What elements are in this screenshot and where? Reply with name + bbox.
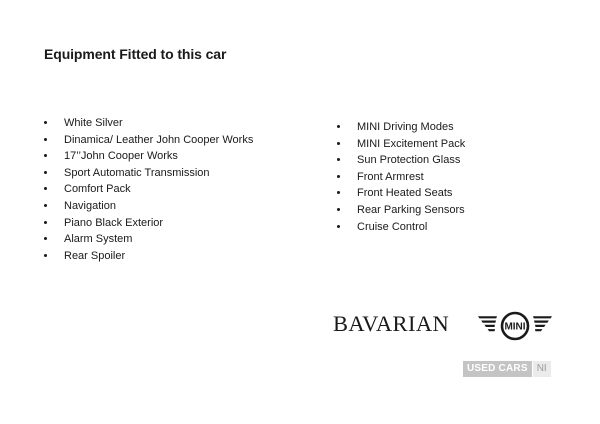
list-item-label: Sun Protection Glass xyxy=(357,154,461,167)
list-item xyxy=(44,133,253,150)
bullet-icon xyxy=(44,204,47,207)
list-item-label: Alarm System xyxy=(64,233,133,246)
list-item xyxy=(337,153,465,170)
bullet-icon xyxy=(337,158,340,161)
dealer-name: BAVARIAN xyxy=(333,311,450,336)
list-item xyxy=(44,116,253,133)
list-item-label: Comfort Pack xyxy=(64,183,131,196)
bullet-icon xyxy=(44,254,47,257)
used-cars-badge xyxy=(463,361,551,377)
list-item-label: Front Heated Seats xyxy=(357,187,453,200)
badge-region: NI xyxy=(533,361,551,377)
list-item-label: Rear Spoiler xyxy=(64,249,126,262)
bullet-icon xyxy=(44,221,47,224)
list-item xyxy=(44,182,253,199)
bullet-icon xyxy=(44,154,47,157)
list-item xyxy=(44,249,253,266)
list-item-label: Dinamica/ Leather John Cooper Works xyxy=(64,133,254,146)
list-item-label: Cruise Control xyxy=(357,220,428,233)
bullet-icon xyxy=(337,208,340,211)
list-item-label: Piano Black Exterior xyxy=(64,216,164,229)
bullet-icon xyxy=(337,225,340,228)
list-item xyxy=(44,216,253,233)
bullet-icon xyxy=(337,142,340,145)
bullet-icon xyxy=(337,191,340,194)
list-item-label: White Silver xyxy=(64,117,123,129)
list-item xyxy=(44,232,253,249)
list-item xyxy=(44,166,253,183)
equipment-list-right xyxy=(337,120,465,236)
list-item xyxy=(44,149,253,166)
list-item xyxy=(337,120,465,137)
bullet-icon xyxy=(44,237,47,240)
list-item-label: 17’’John Cooper Works xyxy=(64,150,178,163)
bullet-icon xyxy=(44,171,47,174)
list-item xyxy=(337,203,465,220)
bullet-icon xyxy=(337,175,340,178)
list-item xyxy=(337,170,465,187)
logo-text: MINI xyxy=(504,321,526,333)
list-item-label: Navigation xyxy=(64,199,116,212)
mini-wings-logo-icon xyxy=(477,311,553,341)
list-item-label: MINI Driving Modes xyxy=(357,121,454,133)
list-item xyxy=(337,137,465,154)
list-item-label: Front Armrest xyxy=(357,170,424,183)
equipment-list-left xyxy=(44,116,253,265)
page-title: Equipment Fitted to this car xyxy=(44,46,227,62)
list-item xyxy=(44,199,253,216)
bullet-icon xyxy=(337,125,340,128)
list-item xyxy=(337,186,465,203)
list-item-label: MINI Excitement Pack xyxy=(357,137,466,150)
list-item-label: Sport Automatic Transmission xyxy=(64,166,210,179)
badge-used-cars: USED CARS xyxy=(463,361,532,377)
bullet-icon xyxy=(44,121,47,124)
list-item-label: Rear Parking Sensors xyxy=(357,203,465,216)
list-item xyxy=(337,220,465,237)
bullet-icon xyxy=(44,187,47,190)
bullet-icon xyxy=(44,138,47,141)
